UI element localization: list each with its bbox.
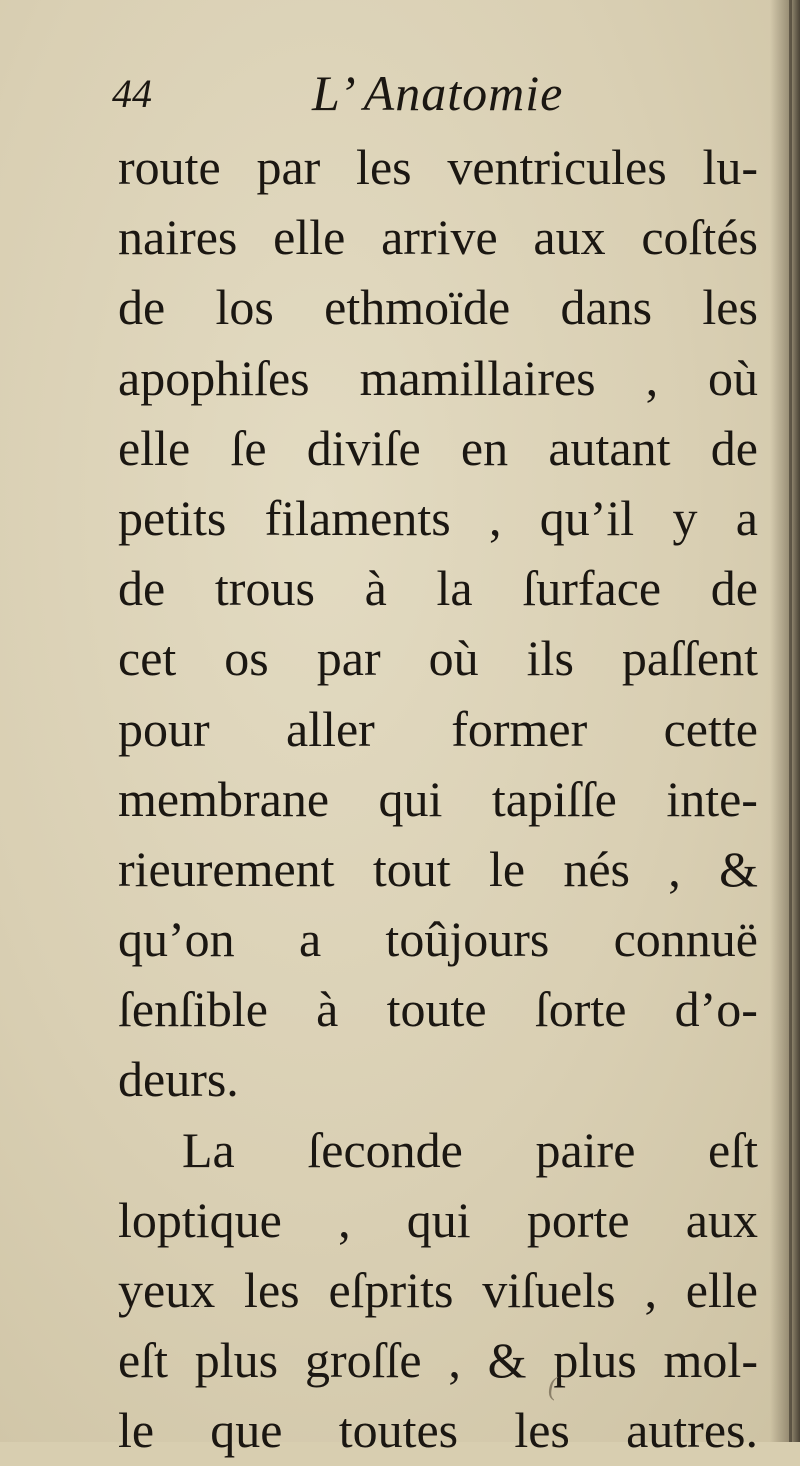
word: porte — [526, 1191, 630, 1248]
word: viſuels — [482, 1262, 616, 1318]
word: eſt — [708, 1121, 758, 1178]
page-number: 44 — [112, 71, 152, 116]
word: naires — [118, 209, 238, 266]
word: les — [244, 1262, 300, 1318]
word: former — [451, 700, 588, 757]
word: par — [256, 139, 321, 195]
word: la — [436, 560, 473, 617]
word: qu’il — [539, 489, 635, 546]
text-line — [118, 1185, 758, 1255]
word: le — [118, 1402, 155, 1459]
text-line — [118, 623, 758, 693]
text-line — [118, 1115, 758, 1185]
word: loptique — [118, 1191, 282, 1248]
word: lu- — [702, 139, 758, 195]
word: de — [118, 279, 166, 336]
word: ventricules — [447, 139, 667, 195]
word: , — [644, 1262, 657, 1318]
text-line — [118, 764, 758, 834]
word: plus — [553, 1332, 637, 1389]
word: à — [316, 981, 339, 1038]
word: La — [182, 1121, 235, 1178]
word: de — [118, 560, 166, 617]
word: eſt — [118, 1332, 168, 1389]
running-title: L’ Anatomie — [312, 65, 564, 121]
word: toute — [386, 981, 487, 1038]
word: filaments — [264, 489, 451, 546]
word: elle — [273, 209, 346, 266]
word: pour — [118, 700, 210, 757]
text-line — [118, 1255, 758, 1325]
word: autres. — [626, 1402, 758, 1459]
page-header — [112, 65, 732, 140]
word: mamillaires — [359, 349, 596, 406]
word: diviſe — [306, 419, 421, 476]
word: qui — [406, 1191, 471, 1248]
body-text — [118, 132, 758, 1466]
word: tapiſſe — [491, 770, 617, 827]
page-gutter-shadow — [770, 0, 800, 1442]
word: connuë — [613, 911, 758, 968]
word: ils — [526, 630, 574, 687]
word: , — [338, 1191, 351, 1248]
word: nés — [563, 840, 630, 897]
word: trous — [214, 560, 315, 617]
word: coſtés — [641, 209, 758, 266]
word: membrane — [118, 770, 330, 827]
word: apophiſes — [118, 349, 310, 406]
word: paire — [535, 1121, 636, 1178]
word: ſenſible — [118, 981, 268, 1038]
word: , — [448, 1332, 461, 1389]
word: groſſe — [304, 1332, 422, 1389]
word: y — [672, 489, 698, 546]
word: que — [210, 1402, 283, 1459]
word: los — [215, 279, 274, 336]
word: ſeconde — [307, 1121, 463, 1178]
word: les — [514, 1402, 570, 1459]
word: tout — [372, 840, 451, 897]
page-edge — [789, 0, 792, 1442]
text-line — [118, 904, 758, 974]
word: de — [710, 560, 758, 617]
word: ſorte — [534, 981, 627, 1038]
text-line — [118, 694, 758, 764]
word: , — [645, 349, 659, 406]
word: inte- — [666, 770, 758, 827]
word: toûjours — [385, 911, 550, 968]
text-line — [118, 413, 758, 483]
word: en — [460, 419, 509, 476]
word: paſſent — [621, 630, 758, 687]
text-line — [118, 132, 758, 202]
word: deurs. — [118, 1051, 239, 1108]
word: petits — [118, 489, 227, 546]
word: ethmoïde — [324, 279, 511, 336]
word: par — [316, 630, 381, 687]
word: route — [118, 139, 221, 195]
text-line — [118, 202, 758, 272]
word: & — [719, 840, 758, 897]
word: qui — [378, 770, 443, 827]
word: autant — [548, 419, 671, 476]
word: os — [224, 630, 269, 687]
word: plus — [194, 1332, 279, 1389]
ink-mark: ( — [548, 1372, 557, 1401]
word: cette — [663, 700, 758, 757]
word: rieurement — [118, 840, 335, 897]
word: aux — [533, 209, 606, 266]
text-line — [118, 834, 758, 904]
word: qu’on — [118, 911, 235, 968]
word: elle — [685, 1262, 758, 1318]
word: ſurface — [522, 560, 662, 617]
word: arrive — [381, 209, 498, 266]
word: de — [710, 419, 758, 476]
word: le — [488, 840, 526, 897]
word: eſprits — [328, 1262, 454, 1318]
word: cet — [118, 630, 177, 687]
word: les — [702, 279, 758, 336]
text-line — [118, 1395, 758, 1465]
word: d’o- — [674, 981, 758, 1038]
word: dans — [560, 279, 653, 336]
word: mol- — [663, 1332, 758, 1389]
word: où — [428, 630, 479, 687]
word: ſe — [230, 419, 267, 476]
word: & — [487, 1332, 527, 1389]
word: a — [735, 489, 758, 546]
word: à — [364, 560, 387, 617]
word: où — [708, 349, 758, 406]
word: a — [298, 911, 322, 968]
text-line — [118, 553, 758, 623]
text-line — [118, 1044, 758, 1114]
word: yeux — [118, 1262, 216, 1318]
word: , — [488, 489, 502, 546]
word: les — [356, 139, 412, 195]
word: , — [668, 840, 681, 897]
text-line — [118, 974, 758, 1044]
word: toutes — [338, 1402, 459, 1459]
word: aller — [286, 700, 375, 757]
text-line — [118, 272, 758, 342]
text-line — [118, 1325, 758, 1395]
text-line — [118, 483, 758, 553]
word: aux — [685, 1191, 758, 1248]
word: elle — [118, 419, 191, 476]
text-line — [118, 343, 758, 413]
